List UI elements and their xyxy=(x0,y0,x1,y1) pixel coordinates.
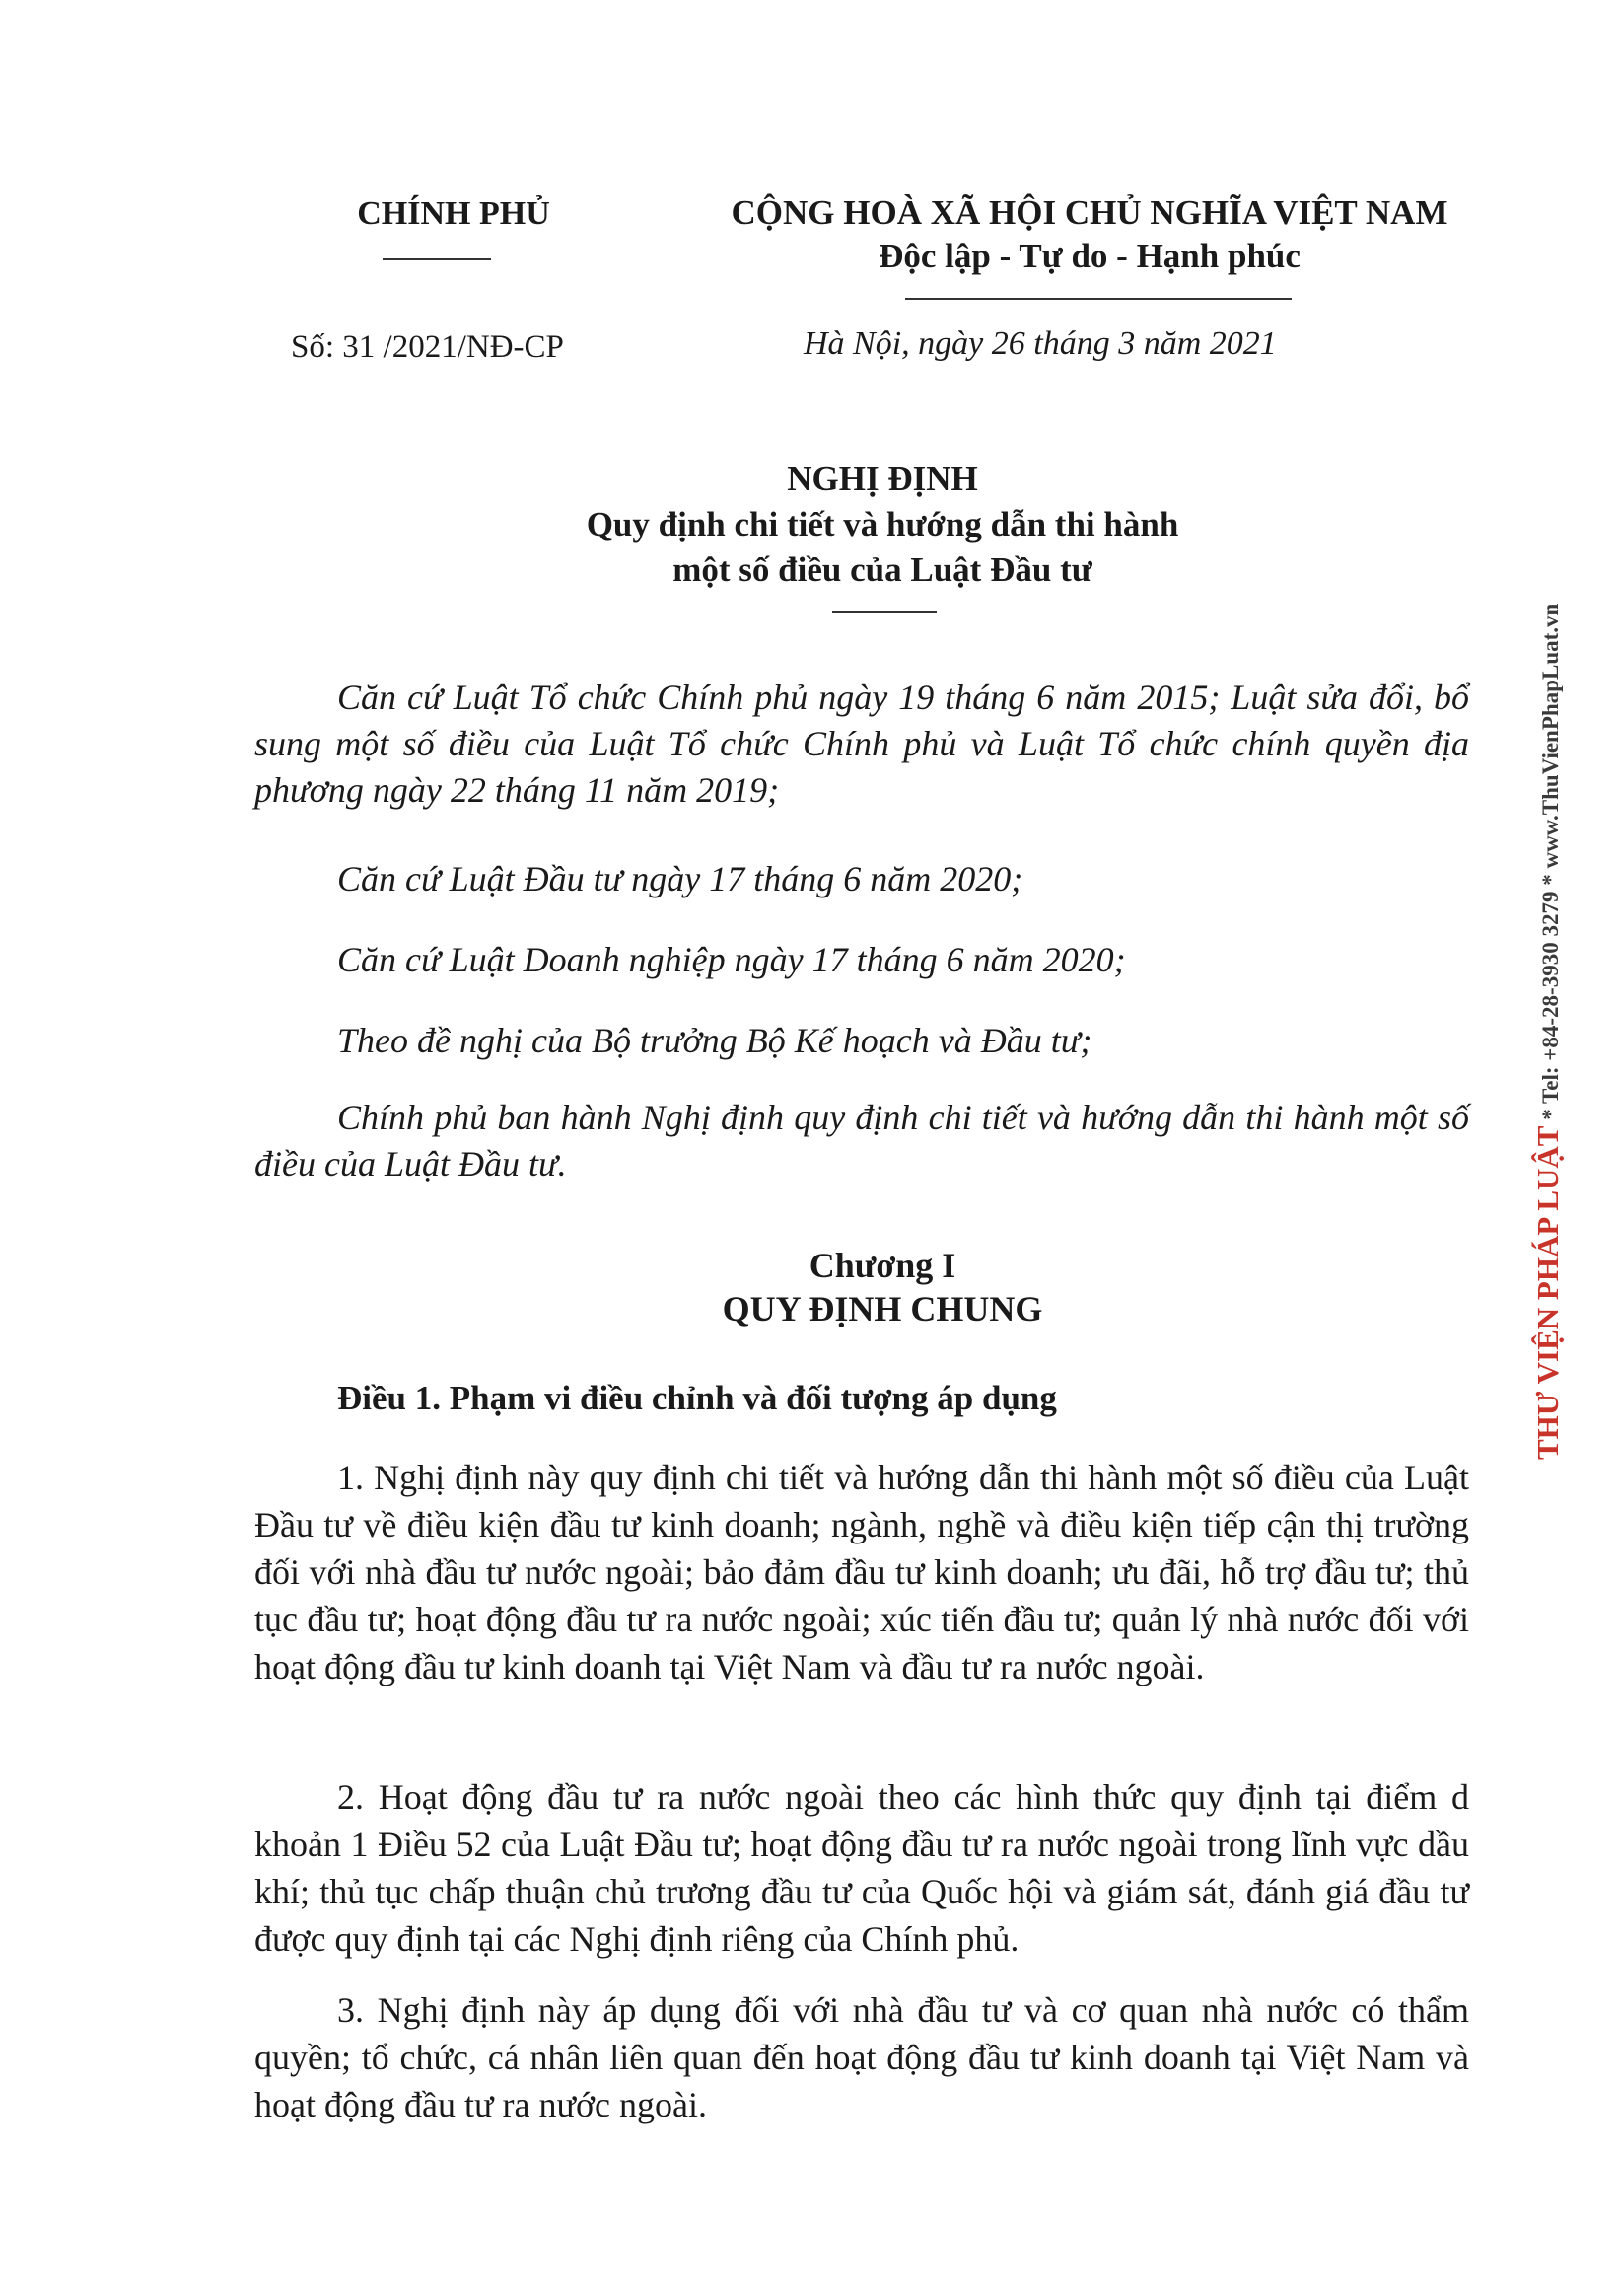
watermark-contact: * Tel: +84-28-3930 3279 * www.ThuVienPhapLuat.vn xyxy=(1538,603,1563,1120)
preamble-paragraph: Căn cứ Luật Đầu tư ngày 17 tháng 6 năm 2020; xyxy=(337,859,1023,898)
national-name: CỘNG HOÀ XÃ HỘI CHỦ NGHĨA VIỆT NAM xyxy=(731,193,1448,232)
side-watermark xyxy=(1530,604,1566,1460)
article-heading: Điều 1. Phạm vi điều chỉnh và đối tượng áp dụng xyxy=(337,1379,1057,1417)
chapter-number: Chương I xyxy=(809,1246,956,1285)
dateline: Hà Nội, ngày 26 tháng 3 năm 2021 xyxy=(804,325,1277,362)
document-title: NGHỊ ĐỊNH xyxy=(787,460,978,498)
title-underline xyxy=(832,611,937,613)
motto-underline xyxy=(905,298,1292,300)
preamble-paragraph: Căn cứ Luật Doanh nghiệp ngày 17 tháng 6 năm 2020; xyxy=(337,940,1126,979)
preamble-paragraph: Căn cứ Luật Tổ chức Chính phủ ngày 19 tháng 6 năm 2015; Luật sửa đổi, bổ sung một số điều của Luật Tổ chức Chính phủ và Luật Tổ chức chính quyền địa phương ngày 22 tháng 11 năm 2019; xyxy=(254,678,1469,810)
preamble-paragraph: Theo đề nghị của Bộ trưởng Bộ Kế hoạch và Đầu tư; xyxy=(337,1021,1092,1060)
preamble-paragraph: Chính phủ ban hành Nghị định quy định chi tiết và hướng dẫn thi hành một số điều của Luật Đầu tư. xyxy=(254,1098,1469,1184)
chapter-name: QUY ĐỊNH CHUNG xyxy=(722,1289,1043,1328)
article-clause: 3. Nghị định này áp dụng đối với nhà đầu tư và cơ quan nhà nước có thẩm quyền; tổ chức, cá nhân liên quan đến hoạt động đầu tư kinh doanh tại Việt Nam và hoạt động đầu tư ra nước ngoài. xyxy=(254,1990,1469,2124)
article-clause: 1. Nghị định này quy định chi tiết và hướng dẫn thi hành một số điều của Luật Đầu tư về điều kiện đầu tư kinh doanh; ngành, nghề và điều kiện tiếp cận thị trường đối với nhà đầu tư nước ngoài; bảo đảm đầu tư kinh doanh; ưu đãi, hỗ trợ đầu tư; thủ tục đầu tư; hoạt động đầu tư ra nước ngoài; xúc tiến đầu tư; quản lý nhà nước đối với hoạt động đầu tư kinh doanh tại Việt Nam và đầu tư ra nước ngoài. xyxy=(254,1458,1469,1686)
watermark-name: THƯ VIỆN PHÁP LUẬT xyxy=(1530,1125,1565,1460)
national-motto: Độc lập - Tự do - Hạnh phúc xyxy=(879,237,1301,275)
document-subtitle-line2: một số điều của Luật Đầu tư xyxy=(672,550,1092,589)
agency-underline xyxy=(383,258,491,260)
document-subtitle-line1: Quy định chi tiết và hướng dẫn thi hành xyxy=(586,505,1179,543)
issuing-agency: CHÍNH PHỦ xyxy=(357,195,550,232)
article-clause: 2. Hoạt động đầu tư ra nước ngoài theo các hình thức quy định tại điểm d khoản 1 Điều 52 của Luật Đầu tư; hoạt động đầu tư ra nước ngoài trong lĩnh vực dầu khí; thủ tục chấp thuận chủ trương đầu tư của Quốc hội và giám sát, đánh giá đầu tư được quy định tại các Nghị định riêng của Chính phủ. xyxy=(254,1777,1469,1959)
document-number: Số: 31 /2021/NĐ-CP xyxy=(291,329,564,365)
